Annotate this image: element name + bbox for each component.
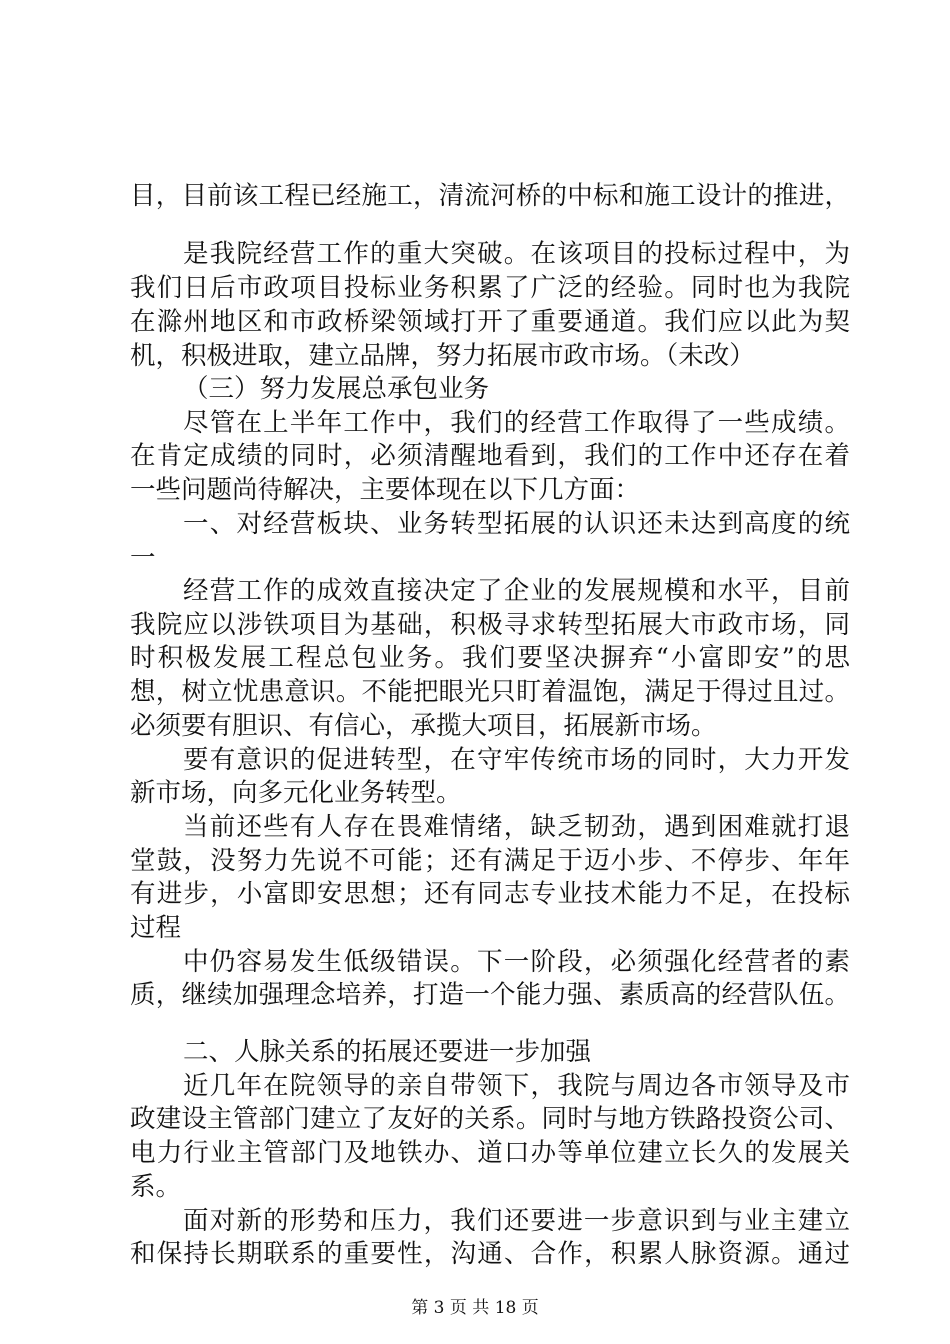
- text-line: 在肯定成绩的同时，必须清醒地看到，我们的工作中还存在着: [130, 441, 850, 471]
- text-line: 必须要有胆识、有信心，承揽大项目，拓展新市场。: [130, 711, 717, 741]
- text-line: 面对新的形势和压力，我们还要进一步意识到与业主建立: [183, 1206, 850, 1236]
- text-line: 质，继续加强理念培养，打造一个能力强、素质高的经营队伍。: [130, 980, 850, 1010]
- page-number-footer: 第 3 页 共 18 页: [411, 1298, 539, 1318]
- section-heading: 二、人脉关系的拓展还要进一步加强: [183, 1037, 592, 1067]
- text-line: 机，积极进取，建立品牌，努力拓展市政市场。（未改）: [130, 341, 755, 371]
- text-line: 和保持长期联系的重要性，沟通、合作，积累人脉资源。通过: [130, 1239, 850, 1269]
- section-heading: （三）努力发展总承包业务: [183, 374, 490, 404]
- text-line: 新市场，向多元化业务转型。: [130, 778, 462, 808]
- text-line: 中仍容易发生低级错误。下一阶段，必须强化经营者的素: [183, 947, 850, 977]
- text-line: 时积极发展工程总包业务。我们要坚决摒弃“小富即安”的思: [130, 643, 850, 673]
- text-line: 我们日后市政项目投标业务积累了广泛的经验。同时也为我院: [130, 273, 850, 303]
- text-line: 一些问题尚待解决，主要体现在以下几方面：: [130, 475, 641, 505]
- text-line: 想，树立忧患意识。不能把眼光只盯着温饱，满足于得过且过。: [130, 677, 850, 707]
- text-line: 系。: [130, 1172, 182, 1202]
- text-line: 近几年在院领导的亲自带领下，我院与周边各市领导及市: [183, 1071, 850, 1101]
- section-heading: 一: [130, 543, 156, 573]
- text-line: 过程: [130, 913, 182, 943]
- text-line: 目，目前该工程已经施工，清流河桥的中标和施工设计的推进，: [130, 181, 850, 211]
- text-line: 电力行业主管部门及地铁办、道口办等单位建立长久的发展关: [130, 1138, 850, 1168]
- text-line: 是我院经营工作的重大突破。在该项目的投标过程中，为: [183, 239, 850, 269]
- text-line: 堂鼓，没努力先说不可能；还有满足于迈小步、不停步、年年: [130, 846, 850, 876]
- text-line: 政建设主管部门建立了友好的关系。同时与地方铁路投资公司、: [130, 1104, 850, 1134]
- text-line: 在滁州地区和市政桥梁领域打开了重要通道。我们应以此为契: [130, 307, 850, 337]
- text-line: 当前还些有人存在畏难情绪，缺乏韧劲，遇到困难就打退: [183, 812, 850, 842]
- text-line: 要有意识的促进转型，在守牢传统市场的同时，大力开发: [183, 745, 850, 775]
- text-line: 我院应以涉铁项目为基础，积极寻求转型拓展大市政市场，同: [130, 610, 850, 640]
- text-line: 有进步，小富即安思想；还有同志专业技术能力不足，在投标: [130, 879, 850, 909]
- text-line: 尽管在上半年工作中，我们的经营工作取得了一些成绩。: [183, 408, 850, 438]
- text-line: 经营工作的成效直接决定了企业的发展规模和水平，目前: [183, 576, 850, 606]
- section-heading: 一、对经营板块、业务转型拓展的认识还未达到高度的统: [183, 509, 850, 539]
